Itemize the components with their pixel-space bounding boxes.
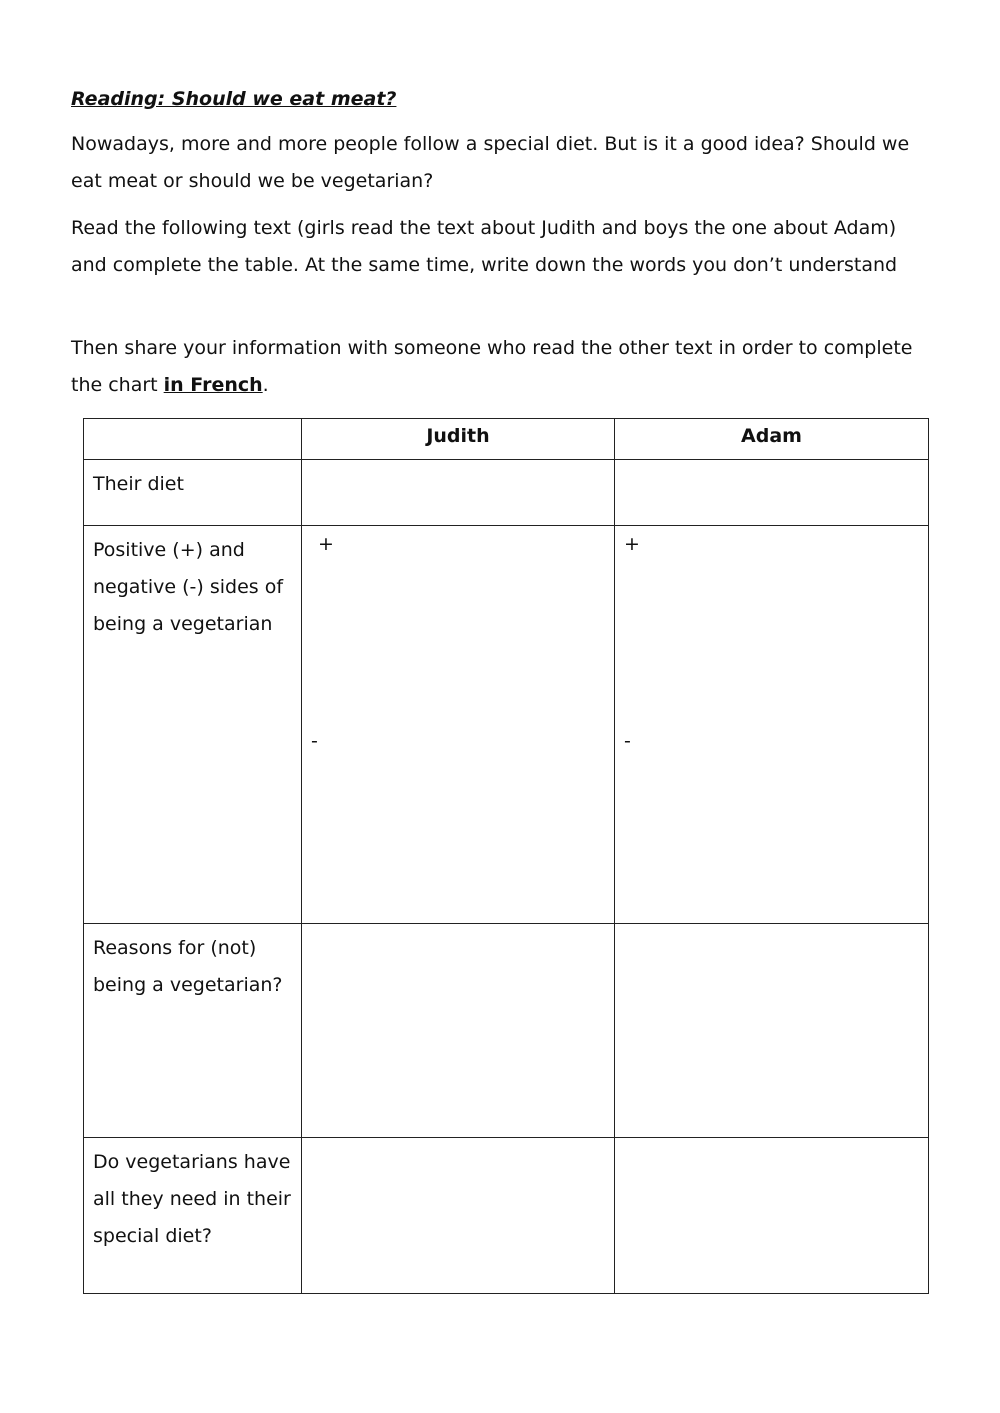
intro-paragraph: Nowadays, more and more people follow a special diet. But is it a good idea? Should we eat meat or should we be vegetarian?	[71, 133, 910, 192]
header-empty-cell	[84, 419, 302, 460]
row-label-needs: Do vegetarians have all they need in their special diet?	[84, 1138, 302, 1294]
in-french-emphasis: in French	[163, 374, 263, 396]
judith-needs-answer-cell[interactable]	[302, 1138, 615, 1294]
row-label-reasons: Reasons for (not) being a vegetarian?	[84, 924, 302, 1138]
table-row-reasons	[84, 924, 929, 1138]
row-label-sides: Positive (+) and negative (-) sides of being a vegetarian	[84, 526, 302, 924]
share-paragraph	[71, 330, 931, 404]
judith-minus-marker: -	[311, 730, 318, 752]
judith-plus-marker: +	[318, 533, 334, 555]
header-judith: Judith	[302, 419, 615, 460]
instructions-paragraph: Read the following text (girls read the text about Judith and boys the one about Adam) and complete the table. At the same time, write down the words you don’t understand	[71, 217, 898, 276]
judith-diet-answer-cell[interactable]	[302, 460, 615, 526]
table-row-needs	[84, 1138, 929, 1294]
adam-needs-answer-cell[interactable]	[615, 1138, 929, 1294]
header-adam: Adam	[615, 419, 929, 460]
judith-reasons-answer-cell[interactable]	[302, 924, 615, 1138]
adam-plus-marker: +	[624, 533, 640, 555]
adam-reasons-answer-cell[interactable]	[615, 924, 929, 1138]
worksheet-title: Reading: Should we eat meat?	[71, 88, 397, 110]
judith-sides-answer-cell[interactable]	[302, 526, 615, 924]
adam-sides-answer-cell[interactable]	[615, 526, 929, 924]
table-row-sides	[84, 526, 929, 924]
adam-diet-answer-cell[interactable]	[615, 460, 929, 526]
adam-minus-marker: -	[624, 730, 631, 752]
table-row-diet	[84, 460, 929, 526]
share-text: Then share your information with someone who read the other text in order to complete the chart	[71, 337, 913, 396]
comparison-table	[83, 418, 929, 1294]
share-text-end: .	[262, 374, 269, 396]
table-header-row	[84, 419, 929, 460]
row-label-diet: Their diet	[84, 460, 302, 526]
